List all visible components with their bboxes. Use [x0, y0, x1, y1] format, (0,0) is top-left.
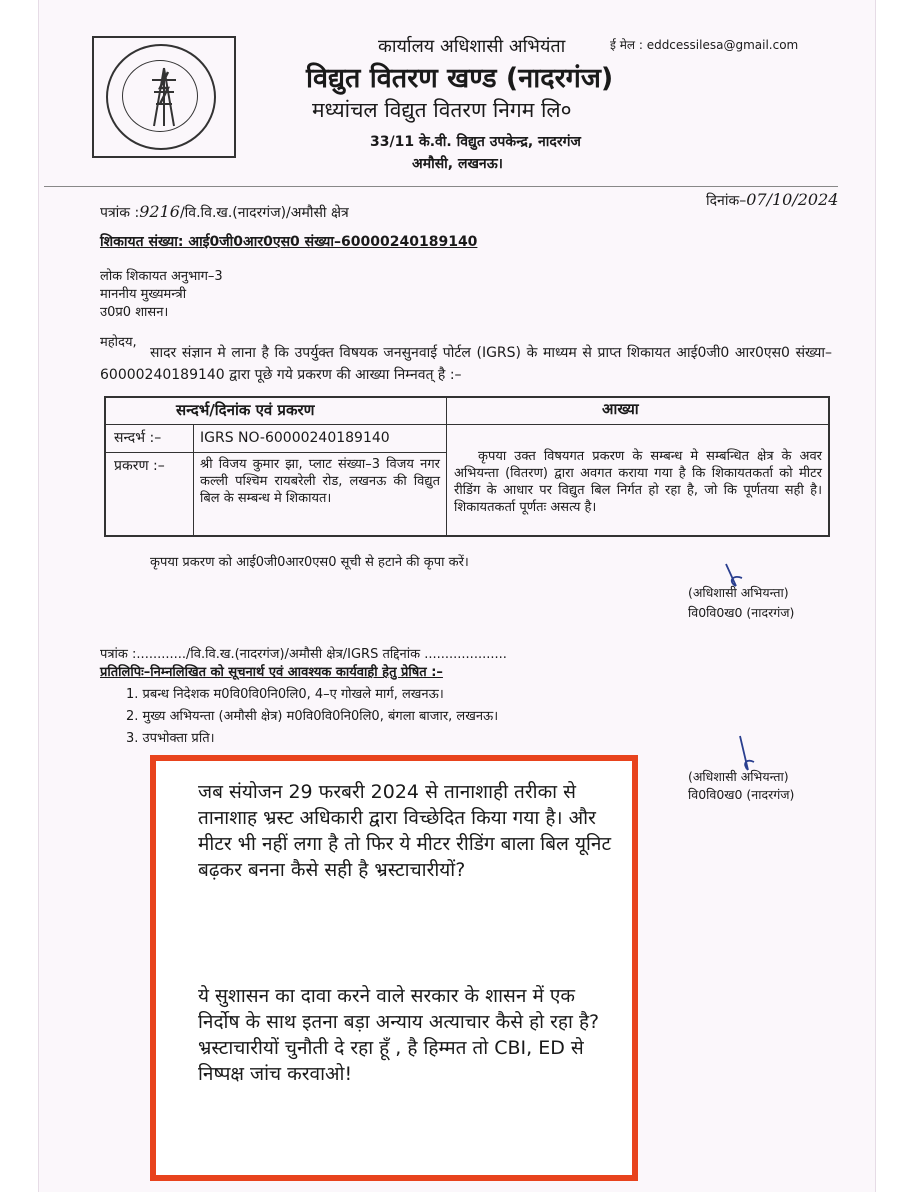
copy-reference: पत्रांक :............/वि.वि.ख.(नादरगंज)/अमौसी क्षेत्र/IGRS तद्दिनांक ....................: [100, 647, 507, 662]
table-header-left: सन्दर्भ/दिनांक एवं प्रकरण: [176, 401, 315, 419]
email-address: ई मेल : eddcessilesa@gmail.com: [610, 38, 799, 52]
copy-item-2: 2. मुख्य अभियन्ता (अमौसी क्षेत्र) म0वि0वि0नि0लि0, बंगला बाजार, लखनऊ।: [126, 709, 499, 724]
signatory-office: वि0वि0ख0 (नादरगंज): [688, 605, 795, 620]
recipient-line-3: उ0प्र0 शासन।: [100, 305, 169, 320]
ref-value: IGRS NO-60000240189140: [200, 430, 390, 446]
protest-note: [150, 755, 638, 1181]
case-label: प्रकरण :–: [114, 458, 165, 474]
ref-label: सन्दर्भ :–: [114, 430, 162, 446]
removal-request: कृपया प्रकरण को आई0जी0आर0एस0 सूची से हटाने की कृपा करें।: [150, 555, 469, 570]
protest-paragraph-2: ये सुशासन का दावा करने वाले सरकार के शासन में एक निर्दोष के साथ इतना बड़ा अन्याय अत्याचार कैसे हो रहा है? भ्रस्टाचारीयों चुनौती दे रहा हूँ , है हिम्मत तो CBI, ED से निष्पक्ष जांच करवाओ!: [198, 985, 600, 1085]
recipient-line-2: माननीय मुख्यमन्त्री: [100, 287, 187, 302]
corporation-logo: [92, 36, 236, 158]
recipient-line-1: लोक शिकायत अनुभाग–3: [100, 269, 223, 284]
signatory-title-2: (अधिशासी अभियन्ता): [688, 769, 789, 784]
copy-item-3: 3. उपभोक्ता प्रति।: [126, 731, 215, 746]
office-name: कार्यालय अधिशासी अभियंता: [378, 36, 566, 57]
date-value: 07/10/2024: [746, 190, 839, 209]
report-text: कृपया उक्त विषयगत प्रकरण के सम्बन्ध मे सम्बन्धित क्षेत्र के अवर अभियन्ता (वितरण) द्वारा अवगत कराया गया है कि शिकायतकर्ता को मीटर रीडिंग के आधार पर विद्युत बिल निर्गत हो रहा है, जो कि पूर्णतया सही है। शिकायतकर्ता पूर्णतः असत्य है।: [454, 449, 822, 515]
tower-icon: [94, 38, 234, 156]
letter-date: दिनांक–07/10/2024: [706, 190, 839, 209]
copy-item-1: 1. प्रबन्ध निदेशक म0वि0वि0नि0लि0, 4–ए गोखले मार्ग, लखनऊ।: [126, 687, 444, 702]
case-value: श्री विजय कुमार झा, प्लाट संख्या–3 विजय नगर कल्ली पश्चिम रायबरेली रोड, लखनऊ की विद्युत बिल के सम्बन्ध मे शिकायत।: [200, 457, 440, 506]
copy-intro: प्रतिलिपिः–निम्नलिखित को सूचनार्थ एवं आवश्यक कार्यवाही हेतु प्रेषित :–: [100, 665, 443, 680]
salutation: महोदय,: [100, 335, 137, 350]
protest-paragraph-1: जब संयोजन 29 फरबरी 2024 से तानाशाही तरीका से तानाशाह भ्रस्ट अधिकारी द्वारा विच्छेदित किया गया है। और मीटर भी नहीं लगा है तो फिर ये मीटर रीडिंग बाला बिल यूनिट बढ़कर बनना कैसे सही है भ्रस्टाचारीयों?: [198, 781, 612, 881]
report-table: [104, 396, 830, 537]
body-paragraph: सादर संज्ञान मे लाना है कि उपर्युक्त विषयक जनसुनवाई पोर्टल (IGRS) के माध्यम से प्राप्त शिकायत आई0जी0 आर0एस0 संख्या–60000240189140 द्वारा पूछे गये प्रकरण की आख्या निम्नवत् है :–: [100, 345, 832, 383]
signatory-title: (अधिशासी अभियन्ता): [688, 585, 789, 600]
table-header-right: आख्या: [602, 400, 639, 418]
complaint-number: शिकायत संख्या: आई0जी0आर0एस0 संख्या–60000240189140: [100, 234, 478, 250]
division-name: विद्युत वितरण खण्ड (नादरगंज): [306, 63, 614, 94]
signatory-office-2: वि0वि0ख0 (नादरगंज): [688, 787, 795, 802]
letter-number: 9216: [139, 202, 180, 221]
address-line-2: अमौसी, लखनऊ।: [412, 156, 503, 172]
corporation-name: मध्यांचल विद्युत वितरण निगम लि०: [312, 98, 572, 122]
address-line-1: 33/11 के.वी. विद्युत उपकेन्द्र, नादरगंज: [370, 134, 581, 150]
header-divider: [44, 186, 838, 187]
letter-reference: पत्रांक :9216/वि.वि.ख.(नादरगंज)/अमौसी क्षेत्र: [100, 202, 349, 221]
